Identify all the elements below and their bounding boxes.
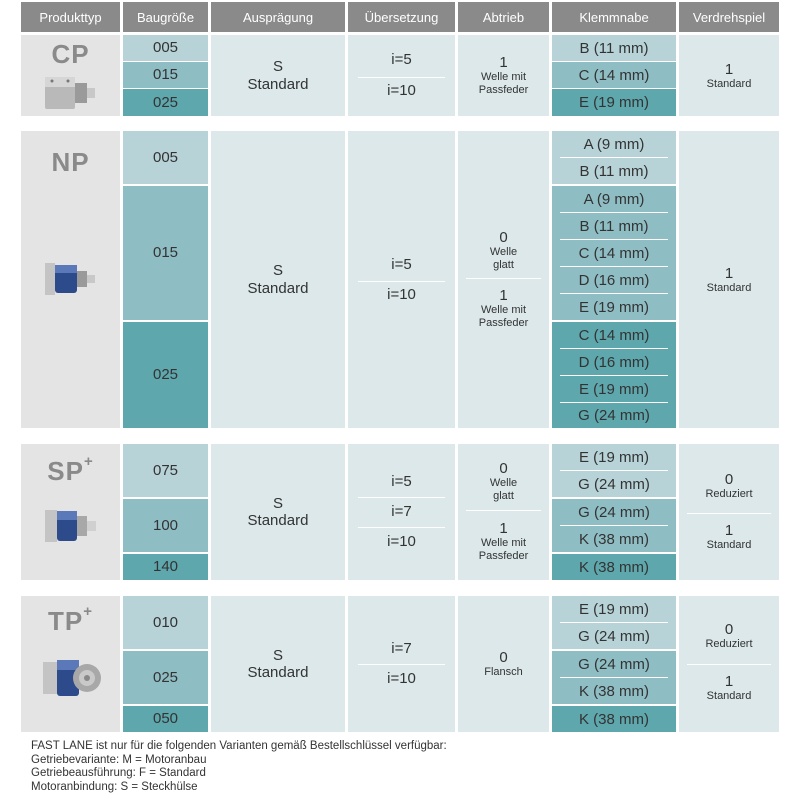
sp-size-140: 140: [123, 554, 208, 580]
sp-auspraegung: S Standard: [211, 444, 345, 580]
tp-verdrehspiel-1: 1 Standard: [706, 673, 752, 703]
footer-line-getriebevariante: Getriebevariante: M = Motoranbau: [31, 753, 207, 766]
np-klemmnabe-025-c: C (14 mm): [578, 326, 650, 344]
header-abtrieb: Abtrieb: [458, 2, 549, 32]
cp-klemmnabe-b: B (11 mm): [552, 35, 676, 61]
sp-size-075: 075: [123, 444, 208, 497]
cp-abtrieb: 1 Welle mit Passfeder: [458, 35, 549, 116]
tp-klemmnabe-025-g: G (24 mm): [578, 655, 650, 673]
sp-type-name: SP+: [47, 453, 94, 486]
cp-klemmnabe-e: E (19 mm): [552, 89, 676, 116]
sp-type-cell: [21, 444, 120, 580]
sp-klemmnabe-075-e: E (19 mm): [578, 448, 649, 466]
footer-line-getriebeausfuehrung: Getriebeausführung: F = Standard: [31, 767, 206, 779]
cp-klemmnabe-c: C (14 mm): [552, 62, 676, 88]
np-ratio-10: i=10: [387, 286, 416, 304]
sp-klemmnabe-100-k: K (38 mm): [578, 530, 649, 548]
tp-size-025: 025: [123, 651, 208, 704]
tp-size-050: 050: [123, 706, 208, 732]
header-auspraegung: Ausprägung: [211, 2, 345, 32]
np-size-005: 005: [123, 131, 208, 184]
tp-klemmnabe-025-k: K (38 mm): [578, 682, 649, 700]
sp-size-100: 100: [123, 499, 208, 552]
cp-size-015: 015: [123, 62, 208, 88]
sp-abtrieb-1: 1 Welle mit Passfeder: [478, 519, 529, 562]
sp-gearbox-image: [43, 506, 99, 546]
tp-klemmnabe-010-block: [552, 596, 676, 649]
cp-verdrehspiel: 1 Standard: [679, 35, 779, 116]
np-klemmnabe-015-e: E (19 mm): [578, 298, 649, 316]
sp-verdrehspiel-1: 1 Standard: [706, 522, 752, 552]
cp-ratio-10: i=10: [387, 82, 416, 100]
footer-notes: [31, 740, 447, 794]
tp-klemmnabe-010-g: G (24 mm): [578, 627, 650, 645]
np-type-name: NP: [51, 147, 90, 177]
np-size-015: 015: [123, 186, 208, 320]
sp-klemmnabe-100-g: G (24 mm): [578, 503, 650, 521]
sp-klemmnabe-140-k: K (38 mm): [552, 554, 676, 580]
np-klemmnabe-025-g: G (24 mm): [578, 407, 650, 424]
np-verdrehspiel: 1 Standard: [679, 131, 779, 428]
np-type-cell: [21, 131, 120, 428]
cp-gearbox-image: [43, 73, 99, 113]
np-abtrieb-0: 0 Welle glatt: [489, 228, 518, 271]
header-baugroesse: Baugröße: [123, 2, 208, 32]
tp-ratio-7: i=7: [391, 640, 412, 658]
sp-abtrieb-0: 0 Welle glatt: [489, 459, 518, 502]
np-uebersetzung: [348, 131, 455, 428]
sp-abtrieb: [458, 444, 549, 580]
tp-size-010: 010: [123, 596, 208, 649]
tp-type-name: TP+: [48, 603, 93, 636]
tp-gearbox-image: [41, 656, 101, 700]
sp-klemmnabe-075-g: G (24 mm): [578, 475, 650, 493]
np-abtrieb-1: 1 Welle mit Passfeder: [478, 286, 529, 329]
cp-type-cell: [21, 35, 120, 116]
tp-auspraegung: S Standard: [211, 596, 345, 732]
sp-ratio-10: i=10: [387, 533, 416, 551]
np-klemmnabe-015-block: [552, 186, 676, 320]
np-klemmnabe-025-block: [552, 322, 676, 428]
np-klemmnabe-005-a: A (9 mm): [583, 135, 645, 153]
cp-type-name: CP: [51, 39, 90, 69]
cp-size-025: 025: [123, 89, 208, 116]
footer-line-intro: FAST LANE ist nur für die folgenden Varianten gemäß Bestellschlüssel verfügbar:: [31, 740, 447, 752]
np-auspraegung: S Standard: [211, 131, 345, 428]
np-klemmnabe-025-e: E (19 mm): [578, 380, 649, 398]
np-klemmnabe-015-a: A (9 mm): [583, 190, 645, 208]
sp-ratio-7: i=7: [391, 503, 412, 521]
header-verdrehspiel: Verdrehspiel: [679, 2, 779, 32]
cp-size-005: 005: [123, 35, 208, 61]
tp-type-cell: [21, 596, 120, 732]
tp-abtrieb: 0 Flansch: [458, 596, 549, 732]
np-klemmnabe-005-block: [552, 131, 676, 184]
cp-ratio-5: i=5: [391, 51, 412, 69]
cp-auspraegung: S Standard: [211, 35, 345, 116]
tp-uebersetzung: [348, 596, 455, 732]
tp-klemmnabe-050-k: K (38 mm): [552, 706, 676, 732]
sp-klemmnabe-075-block: [552, 444, 676, 497]
np-klemmnabe-005-b: B (11 mm): [579, 162, 649, 180]
sp-ratio-5: i=5: [391, 473, 412, 491]
sp-uebersetzung: [348, 444, 455, 580]
np-klemmnabe-025-d: D (16 mm): [578, 353, 650, 371]
tp-ratio-10: i=10: [387, 670, 416, 688]
np-abtrieb: [458, 131, 549, 428]
sp-verdrehspiel: [679, 444, 779, 580]
tp-verdrehspiel-0: 0 Reduziert: [705, 621, 753, 651]
cp-uebersetzung: [348, 35, 455, 116]
header-produkttyp: Produkttyp: [21, 2, 120, 32]
tp-verdrehspiel: [679, 596, 779, 732]
sp-verdrehspiel-0: 0 Reduziert: [705, 471, 753, 501]
np-klemmnabe-015-d: D (16 mm): [578, 271, 650, 289]
np-klemmnabe-015-c: C (14 mm): [578, 244, 650, 262]
tp-klemmnabe-025-block: [552, 651, 676, 704]
sp-klemmnabe-100-block: [552, 499, 676, 552]
np-size-025: 025: [123, 322, 208, 428]
footer-line-motoranbindung: Motoranbindung: S = Steckhülse: [31, 780, 198, 793]
np-gearbox-image: [43, 259, 99, 299]
header-uebersetzung: Übersetzung: [348, 2, 455, 32]
np-ratio-5: i=5: [391, 256, 412, 274]
np-klemmnabe-015-b: B (11 mm): [579, 217, 649, 235]
header-klemmnabe: Klemmnabe: [552, 2, 676, 32]
tp-klemmnabe-010-e: E (19 mm): [578, 600, 649, 618]
